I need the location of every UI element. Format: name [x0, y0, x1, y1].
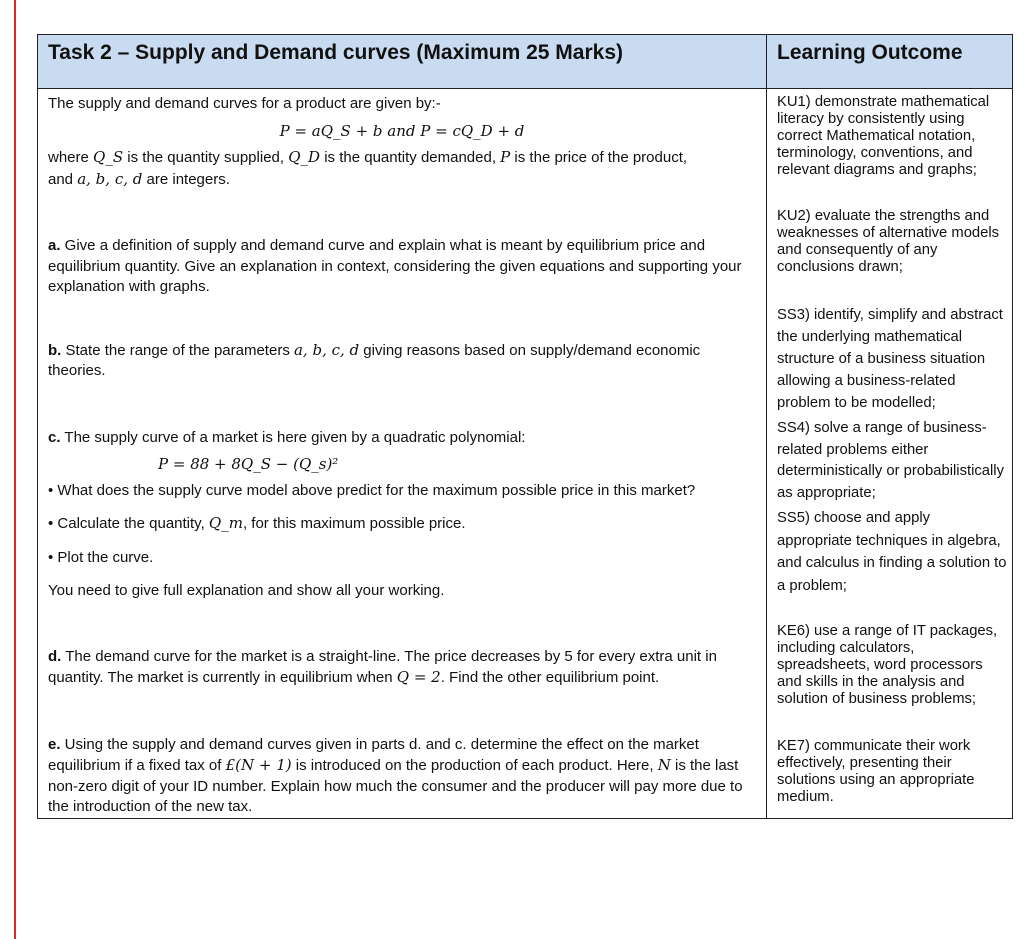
- working-note: You need to give full explanation and show all your working.: [48, 582, 445, 599]
- part-a-label: a.: [48, 237, 61, 254]
- task-table: [37, 34, 1013, 819]
- text-span: . Find the other equilibrium point.: [440, 669, 660, 686]
- outcomes-cell: [767, 89, 1013, 819]
- supply-formula: P = 88 + 8Q_S − (Q_s)²: [158, 455, 339, 473]
- text-span: Using the supply and demand curves given in parts d. and c. determine the effect on the market equilibrium if a fixed tax of: [48, 735, 699, 774]
- intro-text: The supply and demand curves for a product are given by:-: [48, 95, 441, 112]
- text-span: where: [48, 149, 94, 166]
- content-row: [38, 89, 1013, 819]
- text-span: • Calculate the quantity,: [48, 515, 209, 532]
- page-margin-line: [14, 0, 16, 939]
- part-c-label: c.: [48, 428, 61, 446]
- part-d: [48, 647, 756, 689]
- p-symbol: P: [500, 148, 511, 166]
- text-span: is the price of the product,: [510, 149, 688, 166]
- part-a-text: Give a definition of supply and demand curve and explain what is meant by equilibrium price and equilibrium quantity. Give an explanation in context, considering the given equations and supporting your explanation with graphs.: [48, 237, 742, 295]
- qm-symbol: Q_m: [208, 514, 243, 532]
- bullet-quantity: [48, 513, 756, 535]
- bullet-plot: • Plot the curve.: [48, 548, 154, 566]
- part-d-label: d.: [48, 647, 62, 665]
- outcome-title: Learning Outcome: [767, 35, 1013, 89]
- qs-symbol: Q_S: [93, 148, 124, 166]
- questions-cell: [38, 89, 767, 819]
- n-symbol: N: [657, 756, 671, 774]
- outcome-ke7: KE7) communicate their work effectively, presenting their solutions using an appropriate medium.: [777, 738, 975, 805]
- params-symbol: a, b, c, d: [293, 340, 360, 359]
- outcome-ss4: SS4) solve a range of business-related problems either deterministically or probabilistically as appropriate;: [777, 420, 1004, 501]
- outcome-ss5: SS5) choose and apply appropriate techniques in algebra, and calculus in finding a solution to a problem;: [777, 510, 1007, 594]
- text-span: State the range of the parameters: [61, 341, 294, 359]
- text-span: is the quantity demanded,: [320, 149, 501, 166]
- formula-text: P = aQ_S + b and P = cQ_D + d: [279, 121, 525, 140]
- qd-symbol: Q_D: [288, 148, 321, 166]
- header-row: [38, 35, 1013, 89]
- q-symbol: Q = 2: [396, 668, 441, 686]
- part-e-label: e.: [48, 735, 61, 753]
- tax-symbol: £(N + 1): [225, 756, 292, 774]
- task-title: Task 2 – Supply and Demand curves (Maximum 25 Marks): [38, 35, 767, 89]
- outcome-ku1: KU1) demonstrate mathematical literacy by consistently using correct Mathematical notation, terminology, conventions, and relevant diagrams and graphs;: [777, 94, 990, 178]
- part-b: [48, 340, 756, 382]
- outcome-ku2: KU2) evaluate the strengths and weaknesses of alternative models and consequently of any conclusions drawn;: [777, 208, 1000, 275]
- text-span: is the quantity supplied,: [123, 149, 289, 166]
- text-span: , for this maximum possible price.: [242, 515, 466, 532]
- text-span: The demand curve for the market is a straight-line. The price decreases by 5 for every extra unit in quantity. The market is currently in equilibrium when: [48, 647, 717, 686]
- text-span: is the last non-zero digit of your ID number. Explain how much the consumer and the producer will pay more due to the introduction of the new tax.: [48, 757, 743, 815]
- part-c-text: The supply curve of a market is here given by a quadratic polynomial:: [60, 428, 526, 446]
- part-c: [48, 428, 756, 449]
- text-span: are integers.: [142, 170, 230, 188]
- text-span: is introduced on the production of each product. Here,: [291, 757, 658, 774]
- bullet-max-price: • What does the supply curve model above predict for the maximum possible price in this market?: [48, 481, 696, 499]
- text-span: and: [48, 170, 78, 188]
- part-a: [48, 236, 756, 298]
- part-e: [48, 735, 756, 818]
- part-b-label: b.: [48, 341, 62, 359]
- params-symbol: a, b, c, d: [77, 169, 143, 188]
- intro-formula: [48, 121, 756, 142]
- outcome-ss3: SS3) identify, simplify and abstract the underlying mathematical structure of a business situation allowing a business-related problem to be modelled;: [777, 307, 1003, 411]
- intro-definitions: [48, 147, 756, 190]
- outcome-ke6: KE6) use a range of IT packages, including calculators, spreadsheets, word processors and skills in the analysis and solution of business problems;: [777, 623, 998, 707]
- text-span: giving reasons based on supply/demand economic theories.: [48, 341, 701, 379]
